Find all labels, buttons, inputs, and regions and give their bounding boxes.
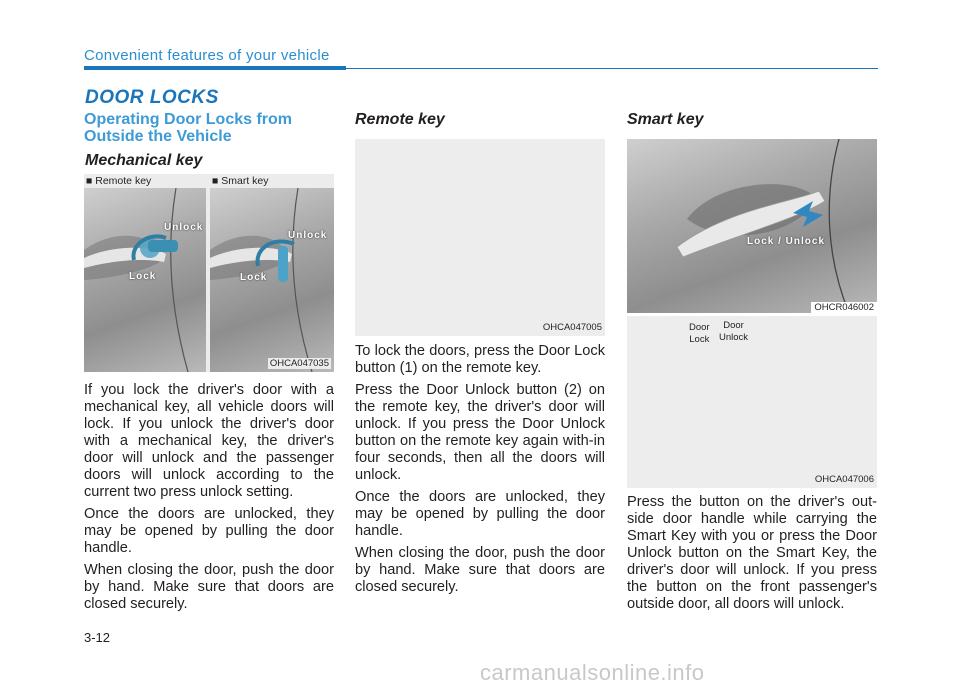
mechanical-key-text xyxy=(84,382,334,618)
figure-code: OHCA047006 xyxy=(814,474,874,485)
paragraph: If you lock the driver's door with a mechanical key, all vehicle doors will lock. If you unlock the driver's door with a mechanical key, the driver's door will unlock and the passenger doors will unlock according to the current two press unlock setting. xyxy=(84,382,334,500)
door-handle-illustration xyxy=(627,139,877,313)
remote-key-figure xyxy=(355,139,605,336)
smart-key-heading: Smart key xyxy=(627,111,704,128)
remote-key-figure-label: ■ Remote key xyxy=(86,175,152,187)
figure-code: OHCR046002 xyxy=(811,302,877,313)
mechanical-key-heading: Mechanical key xyxy=(85,152,203,169)
page-number: 3-12 xyxy=(84,630,111,645)
remote-key-text xyxy=(355,343,605,601)
smart-key-text xyxy=(627,494,877,618)
smart-key-remote-figure xyxy=(627,316,877,488)
unlock-label: Unlock xyxy=(164,222,204,233)
lock-label: Lock xyxy=(240,272,268,283)
paragraph: Once the doors are unlocked, they may be opened by pulling the door handle. xyxy=(84,506,334,556)
figure-code: OHCA047005 xyxy=(542,322,602,333)
door-unlock-label: Door Unlock xyxy=(719,320,749,343)
smart-key-figure-label: ■ Smart key xyxy=(212,175,269,187)
paragraph: When closing the door, push the door by hand. Make sure that doors are closed securely. xyxy=(355,545,605,595)
paragraph: To lock the doors, press the Door Lock button (1) on the remote key. xyxy=(355,343,605,376)
lock-label: Lock xyxy=(129,271,157,282)
door-handle-illustration xyxy=(210,188,334,372)
watermark: carmanualsonline.info xyxy=(480,660,705,685)
figure-code: OHCA047035 xyxy=(269,358,329,369)
paragraph: When closing the door, push the door by hand. Make sure that doors are closed securely. xyxy=(84,562,334,612)
page-heading: DOOR LOCKS xyxy=(85,87,219,108)
paragraph: Press the Door Unlock button (2) on the remote key, the driver's door will unlock. If you press the Door Unlock button on the remote key again with-in four seconds, then all the doors will unlock. xyxy=(355,382,605,483)
door-lock-label: Door Lock xyxy=(689,322,710,345)
header-rule-thick xyxy=(84,66,346,70)
mechanical-key-figure xyxy=(84,174,334,372)
section-title: Convenient features of your vehicle xyxy=(84,47,330,64)
paragraph: Press the button on the driver's out-side door handle while carrying the Smart Key with you or press the Door Unlock button on the Smart Key, the driver's door will unlock. If you press the button on the front passenger's outside door, all doors will unlock. xyxy=(627,494,877,612)
unlock-label: Unlock xyxy=(288,230,328,241)
remote-key-heading: Remote key xyxy=(355,111,445,128)
smart-key-door-image xyxy=(627,139,877,313)
smart-key-door-image xyxy=(210,188,334,372)
header-rule-thin xyxy=(346,68,878,70)
paragraph: Once the doors are unlocked, they may be opened by pulling the door handle. xyxy=(355,489,605,539)
lock-unlock-label: Lock / Unlock xyxy=(747,236,826,247)
subheading: Operating Door Locks from Outside the Vehicle xyxy=(84,111,293,145)
remote-key-door-image xyxy=(84,188,206,372)
